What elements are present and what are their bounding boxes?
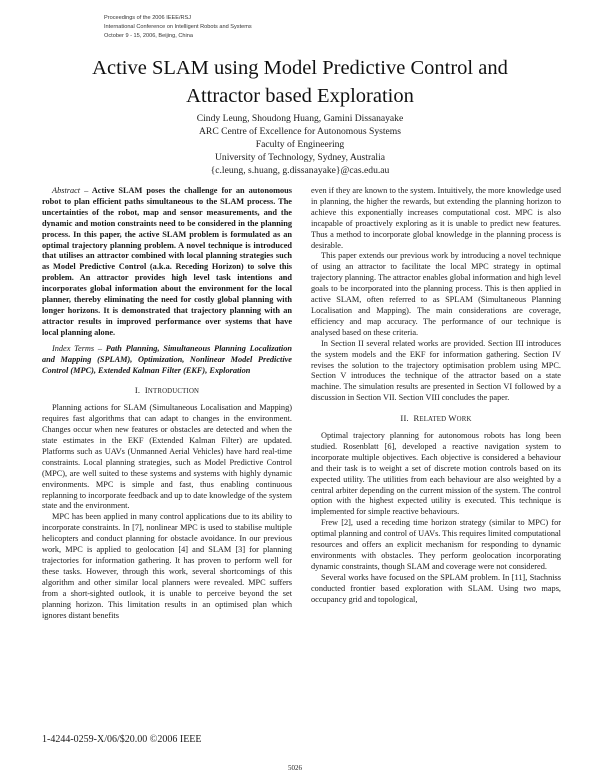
section-2-title-rest-1: ELATED [419, 416, 447, 424]
title-line-1: Active SLAM using Model Predictive Control and [92, 57, 508, 79]
proceedings-header [104, 14, 344, 41]
proceedings-line-3: October 9 - 15, 2006, Beijing, China [104, 33, 193, 39]
author-emails: {c.leung, s.huang, g.dissanayake}@cas.edu.au [210, 165, 390, 176]
section-2-initial-2: W [448, 413, 457, 424]
section-2-numeral: II. [400, 413, 409, 424]
left-column [42, 186, 292, 621]
section-heading-related-work [311, 413, 561, 426]
affiliation-university: University of Technology, Sydney, Australia [214, 152, 386, 163]
index-terms-text: Path Planning, Simultaneous Planning Localization and Mapping (SPLAM), Optimization, Nonlinear Model Predictive Control (MPC), Extended Kalman Filter (EKF), Exploration [42, 343, 292, 375]
isbn-copyright: 1-4244-0259-X/06/$20.00 ©2006 IEEE [42, 734, 202, 745]
related-work-paragraph-2: Frew [2], used a receding time horizon strategy (similar to MPC) for optimal planning and control of UAVs. This requires limited computational resources and offers an explicit mechanism for responding to dynamic environments with obstacles. They perform geolocation incorporating dynamic constraints, though SLAM and coverage were not considered. [311, 518, 561, 571]
abstract [42, 186, 292, 339]
author-names: Cindy Leung, Shoudong Huang, Gamini Dissanayake [196, 113, 404, 124]
section-1-title-rest: NTRODUCTION [147, 388, 200, 396]
page-number: 5026 [288, 764, 302, 772]
index-terms [42, 344, 292, 377]
related-work-paragraph-1: Optimal trajectory planning for autonomous robots has long been studied. Rosenblatt [6], developed a reactive navigation system to incorporate multiple objectives. Each objective is considered a behaviour and their task is to weight a set of discrete motion controls based on its expected utility. The utilities from each behaviour are also weighted by a central arbiter depending on the current mission of the system. The control option with the highest expected utility is executed. This technique is implemented for simple reactive behaviours. [311, 431, 561, 517]
proceedings-line-1: Proceedings of the 2006 IEEE/RSJ [104, 15, 192, 21]
intro-paragraph-3: This paper extends our previous work by introducing a novel technique of using an attractor to facilitate the local MPC strategy in optimal trajectory planning. The attractor enables global information and high level goals to be incorporated into the planning process. This is then applied in active SLAM, often referred to as SPLAM (Simultaneous Planning Localisation and Mapping). The main considerations are coverage, efficiency and map accuracy. The performance of our technique is analysed based on these criteria. [311, 251, 561, 337]
intro-continuation: even if they are known to the system. Intuitively, the more knowledge used in planning, the higher the rewards, but extending the planning horizon to achieve this exponentially increases computational cost. MPC is also incapable of proactively exploring as it is unable to predict new features. Thus a method to incorporate global knowledge in the planning process is desirable. [311, 186, 561, 250]
abstract-label: Abstract – [52, 186, 89, 195]
section-2-initial-1: R [413, 413, 420, 424]
intro-paragraph-1: Planning actions for SLAM (Simultaneous Localisation and Mapping) requires fast algorithms that can adapt to changes in the environment. Changes occur when new features or obstacles are detected and when the state estimates in the EKF (Extended Kalman Filter) are updated. Platforms such as UAVs (Unmanned Aerial Vehicles) have hard real-time constraints. Local planning strategies, such as Model Predictive Control (MPC), are well suited to these systems and systems with highly dynamic environments. MPC is simple and fast, thus enabling continuous replanning to incorporate feedback and up to date knowledge of the system state and the environment. [42, 403, 292, 511]
abstract-text: Active SLAM poses the challenge for an autonomous robot to plan efficient paths simultaneous to the SLAM process. The uncertainties of the robot, map and sensor measurements, and the dynamic and motion constraints need to be considered in the planning process. In this paper, the active SLAM problem is formulated as an optimal trajectory planning problem. A novel technique is introduced that utilises an attractor combined with local planning strategies such as Model Predictive Control (a.k.a. Receding Horizon) to solve this problem. An attractor provides high level task intentions and incorporates global information about the environment for the local planner, thereby eliminating the need for costly global planning with longer horizons. It is demonstrated that trajectory planning with an attractor results in improved performance over systems that have local planning alone. [42, 186, 292, 337]
paper-title [40, 54, 560, 110]
section-1-numeral: I. [134, 385, 141, 396]
related-work-paragraph-3: Several works have focused on the SPLAM problem. In [11], Stachniss conducted frontier based exploration with SLAM. Using two maps, occupancy grid and topological, [311, 572, 561, 604]
author-block [100, 112, 500, 177]
section-1-initial: I [144, 385, 148, 396]
section-heading-introduction [42, 385, 292, 398]
intro-paragraph-4: In Section II several related works are provided. Section III introduces the system models and the EKF for information gathering. Section IV revises the solution to the trajectory optimisation problem using MPC. Section V introduces the technique of the attractor based on a state machine. The simulation results are presented in Section VI followed by a discussion in Section VII. Section VIII concludes the paper. [311, 338, 561, 403]
affiliation-centre: ARC Centre of Excellence for Autonomous Systems [199, 126, 401, 137]
right-column [311, 186, 561, 606]
title-line-2: Attractor based Exploration [186, 85, 414, 107]
affiliation-faculty: Faculty of Engineering [255, 139, 345, 150]
index-terms-label: Index Terms – [52, 343, 103, 353]
intro-paragraph-2: MPC has been applied in many control applications due to its ability to incorporate constraints. In [7], nonlinear MPC is used to stabilise multiple helicopters and conduct planning for obstacle avoidance. In our previous work, MPC is applied to geolocation [4] and SLAM [3] for planning trajectories for information gathering. It has proven to perform well for these tasks. However, through this work, several shortcomings of this algorithm and other similar local planners were revealed. MPC suffers from a short-sighted outlook, it is unable to perceive beyond the set planning horizon. This limitation results in an optimised plan which ignores distant benefits [42, 512, 292, 620]
section-2-title-rest-2: ORK [456, 416, 472, 424]
proceedings-line-2: International Conference on Intelligent Robots and Systems [104, 24, 252, 30]
